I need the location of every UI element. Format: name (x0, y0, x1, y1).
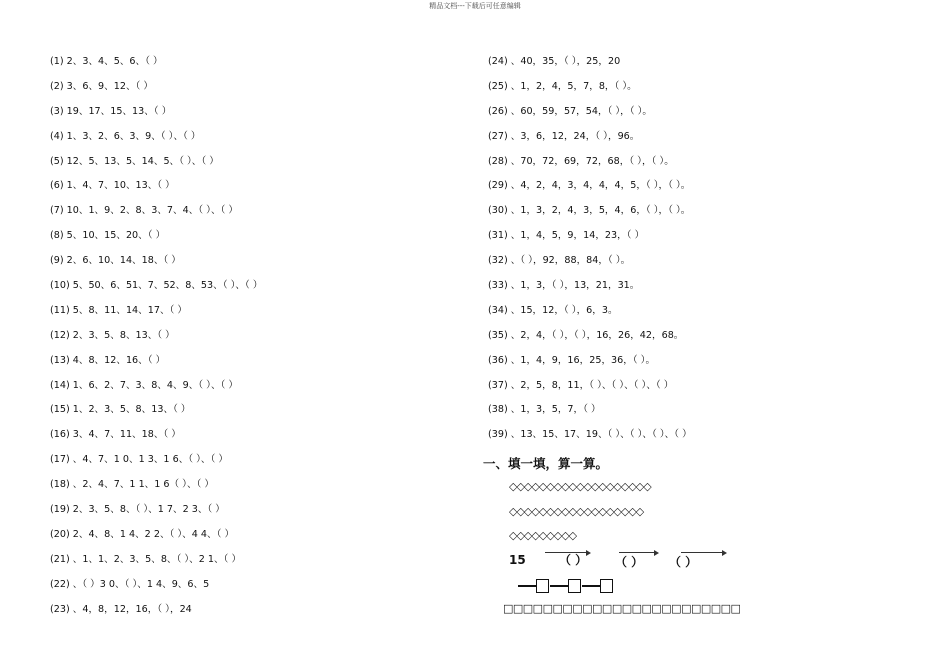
sequence-item: (19) 2、3、5、8、（ ）、1 7、2 3、（ ） (50, 504, 225, 516)
sequence-item: (36) 、1，4，9，16，25，36，（ ）。 (488, 354, 656, 366)
sequence-item: (23) 、4，8，12，16，（ ），24 (50, 603, 192, 615)
sequence-item: (4) 1、3、2、6、3、9、（ ）、（ ） (50, 130, 201, 142)
blank-box (600, 579, 613, 593)
left-column (50, 55, 460, 627)
sequence-item: (10) 5、50、6、51、7、52、8、53、（ ）、（ ） (50, 280, 263, 292)
sequence-item: (22) 、（ ）3 0、（ ）、1 4、9、6、5 (50, 578, 210, 590)
sequence-item: (14) 1、6、2、7、3、8、4、9、（ ）、（ ） (50, 379, 238, 391)
blank-box (568, 579, 581, 593)
box-chain (518, 577, 638, 595)
sequence-item: (5) 12、5、13、5、14、5、（ ）、（ ） (50, 155, 219, 167)
calc-row (509, 550, 739, 570)
calc-blank-1: （ ） (559, 553, 588, 567)
chain-line (582, 585, 600, 587)
chain-line (518, 585, 536, 587)
sequence-item: (35) 、2，4，（ ），（ ），16，26，42，68。 (488, 329, 684, 341)
sequence-item: (18) 、2、4、7、1 1、1 6（ ）、（ ） (50, 479, 215, 491)
chain-line (550, 585, 568, 587)
sequence-item: (28) 、70，72，69，72，68，（ ），（ ）。 (488, 155, 674, 167)
sequence-item: (31) 、1，4，5，9，14，23，（ ） (488, 230, 645, 242)
sequence-item: (9) 2、6、10、14、18、（ ） (50, 255, 181, 267)
diamond-row-1: ◇◇◇◇◇◇◇◇◇◇◇◇◇◇◇◇◇◇◇ (509, 480, 651, 493)
sequence-item: (24) 、40，35，（ ），25，20 (488, 56, 621, 67)
diamond-row-3: ◇◇◇◇◇◇◇◇◇ (509, 529, 577, 542)
sequence-item: (29) 、4，2，4，3，4，4，4，5，（ ），（ ）。 (488, 180, 691, 192)
sequence-item: (21) 、1、1、2、3、5、8、（ ）、2 1、（ ） (50, 553, 242, 565)
right-column (488, 55, 928, 453)
sequence-item: (38) 、1，3，5，7，（ ） (488, 404, 601, 416)
sequence-item: (8) 5、10、15、20、（ ） (50, 230, 166, 242)
sequence-item: (6) 1、4、7、10、13、（ ） (50, 180, 175, 192)
sequence-item: (33) 、1，3，（ ），13，21，31。 (488, 280, 640, 292)
sequence-item: (32) 、（ ），92，88，84，（ ）。 (488, 255, 631, 267)
sequence-item: (15) 1、2、3、5、8、13、（ ） (50, 404, 191, 416)
sequence-item: (13) 4、8、12、16、（ ） (50, 354, 166, 366)
sequence-item: (1) 2、3、4、5、6、（ ） (50, 56, 163, 67)
sequence-item: (3) 19、17、15、13、（ ） (50, 105, 172, 117)
sequence-item: (2) 3、6、9、12、（ ） (50, 80, 153, 92)
page-header: 精品文档---下载后可任意编辑 (429, 2, 521, 10)
sequence-item: (34) 、15，12，（ ），6，3。 (488, 304, 618, 316)
calc-start: 15 (509, 553, 526, 567)
sequence-item: (39) 、13、15、17、19、（ ）、（ ）、（ ）、（ ） (488, 429, 692, 441)
section-title: 一、填一填，算一算。 (483, 456, 609, 471)
sequence-item: (26) 、60，59，57，54，（ ），（ ）。 (488, 105, 653, 117)
sequence-item: (27) 、3，6，12，24，（ ），96。 (488, 130, 640, 142)
sequence-item: (37) 、2，5，8，11，（ ）、（ ）、（ ）、（ ） (488, 379, 674, 391)
blank-box (536, 579, 549, 593)
diamond-row-2: ◇◇◇◇◇◇◇◇◇◇◇◇◇◇◇◇◇◇ (509, 505, 644, 518)
sequence-item: (11) 5、8、11、14、17、（ ） (50, 304, 187, 316)
sequence-item: (20) 2、4、8、1 4、2 2、（ ）、4 4、（ ） (50, 528, 235, 540)
sequence-item: (30) 、1，3，2，4，3，5，4，6，（ ），（ ）。 (488, 205, 691, 217)
sequence-item: (25) 、1，2，4，5，7，8，（ ）。 (488, 80, 637, 92)
calc-blank-2: （ ） (615, 555, 644, 569)
sequence-item: (7) 10、1、9、2、8、3、7、4、（ ）、（ ） (50, 205, 238, 217)
square-row: □□□□□□□□□□□□□□□□□□□□□□□□ (503, 602, 741, 615)
sequence-item: (17) 、4、7、1 0、1 3、1 6、（ ）、（ ） (50, 454, 228, 466)
calc-blank-3: （ ） (669, 555, 698, 569)
sequence-item: (12) 2、3、5、8、13、（ ） (50, 329, 175, 341)
sequence-item: (16) 3、4、7、11、18、（ ） (50, 429, 181, 441)
